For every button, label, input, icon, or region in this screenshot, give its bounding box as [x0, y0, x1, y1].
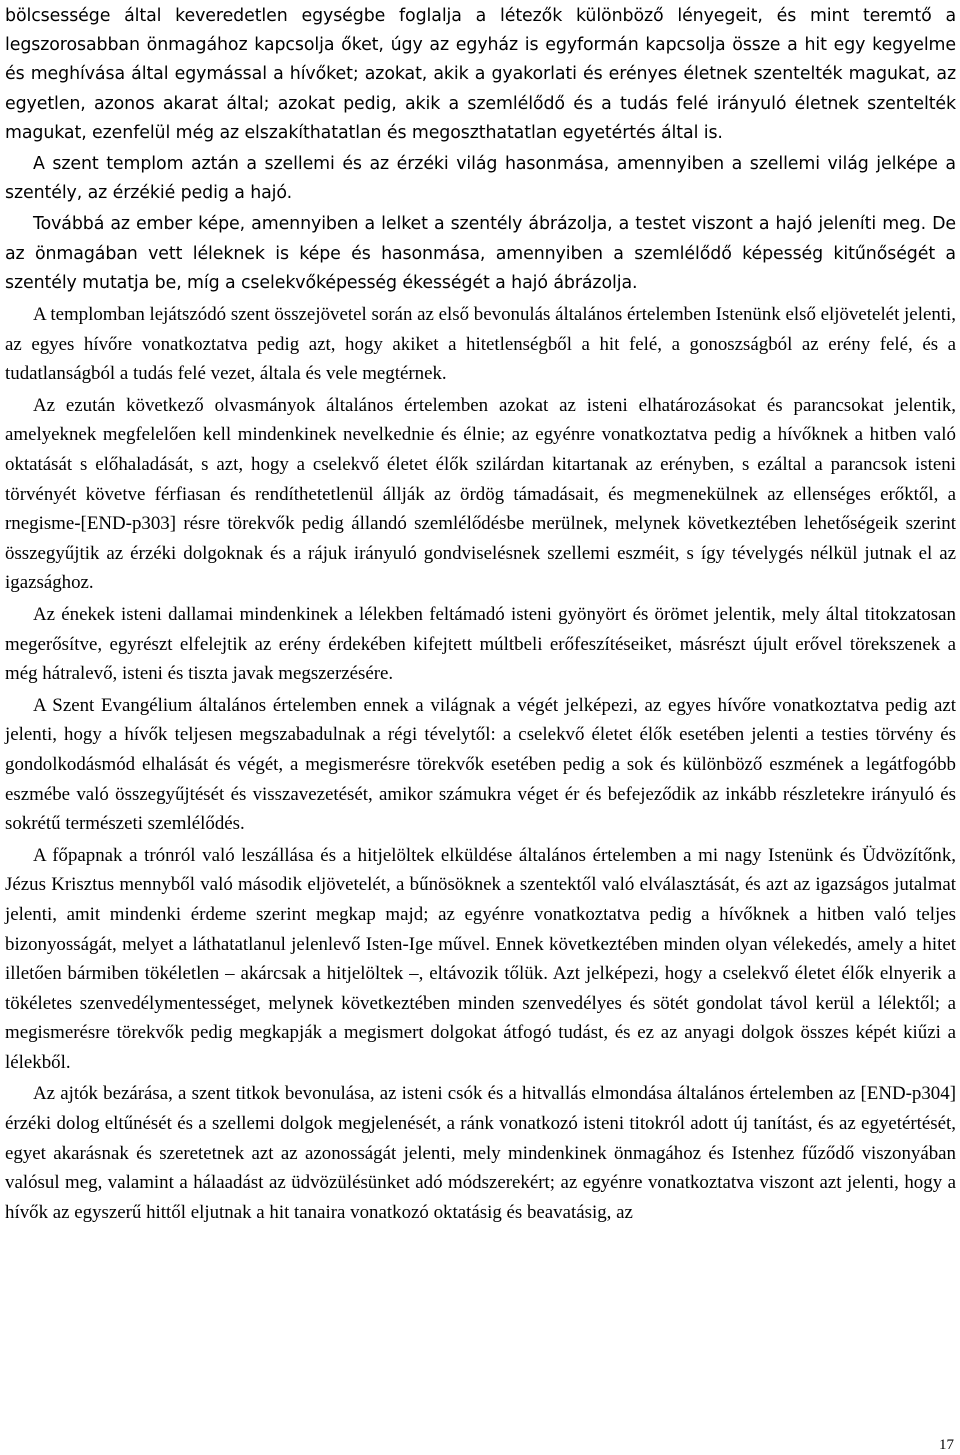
paragraph-continuation: bölcsessége által keveredetlen egységbe foglalja a létezők különböző lényegeit, és mint teremtő a legszorosabban önmagához kapcsolja őket, úgy az egyház is egyformán kapcsolja össze a hit egy kegyelme és meghívása által egymással a hívőket; azokat, akik a gyakorlati és erényes életnek szentelték magukat, az egyetlen, azonos akarat által; azokat pedig, akik a szemlélődő és a tudás felé irányuló életnek szentelték magukat, ezenfelül még az elszakíthatatlan és megoszthatatlan egyetértés által is.: [5, 6, 956, 143]
paragraph-first-entrance: A templomban lejátszódó szent összejövetel során az első bevonulás általános értelemben Istenünk első eljövetelét jelenti, az egyes hívőre vonatkoztatva pedig azt, hogy akiket a hitetlenségből a hit felé, a gonoszságból az erény felé, és a tudatlanságból a tudás felé vezet, általa és vele megtérnek.: [5, 304, 956, 385]
paragraph-closing-doors: Az ajtók bezárása, a szent titkok bevonulása, az isteni csók és a hitvallás elmondása általános értelemben az [END-p304] érzéki dolog eltűnését és a szellemi dolgok megjelenését, a ránk vonatkozó isteni titokról adott új tanítást, és az egyetértését, egyet akarásnak és szeretetnek azt az azonosságát jelenti, mely mindenkinek önmagához és Istenhez fűződő viszonyában valósul meg, valamint a hálaadást az üdvözülésünket adó módszerekért; az egyénre vonatkoztatva viszont azt jelenti, hogy a hívők az egyszerű hittől eljutnak a hit tanaira vonatkozó oktatásig és beavatásig, az: [5, 1083, 956, 1223]
paragraph-human-image: Továbbá az ember képe, amennyiben a lelket a szentély ábrázolja, a testet viszont a hajó jeleníti meg. De az önmagában vett léleknek is képe és hasonmása, amennyiben a szemlélődő képesség kitűnőségét a szentély mutatja be, míg a cselekvőképesség ékességét a hajó ábrázolja.: [5, 214, 956, 293]
paragraph-gospel: A Szent Evangélium általános értelemben ennek a világnak a végét jelképezi, az egyes hívőre vonatkoztatva pedig azt jelenti, hogy a hívők teljesen megszabadulnak a régi tévelytől: a cselekvő életet élők esetében jelenti a testies törvény és gondolkodásmód elhalását és végét, a megismerésre törekvők esetében pedig a sok és különböző eszmének a legátfogóbb eszmébe való összegyűjtését és visszavezetését, amikor számukra véget ér és befejeződik az inkább részletekre irányuló és sokrétű természeti szemlélődés.: [5, 694, 956, 835]
page-number: 17: [939, 1437, 954, 1453]
paragraph-high-priest: A főpapnak a trónról való leszállása és a hitjelöltek elküldése általános értelemben a mi nagy Istenünk és Üdvözítőnk, Jézus Krisztus mennyből való második eljövetelét, a bűnösöknek a szentektől való elválasztását, és azt az igazságos jutalmat jelenti, amit mindenki érdeme szerint megkap majd; az egyénre vonatkoztatva pedig a hívőknek a hitben való teljes bizonyosságát, melyet a láthatatlanul jelenlevő Isten-Ige művel. Ennek következtében minden olyan vélekedés, amely a hitet illetően bármiben tökéletlen – akárcsak a hitjelöltek –, eltávozik tőlük. Azt jelképezi, hogy a cselekvő életet élők elnyerik a tökéletes szenvedélymentességet, melynek következtében minden szenvedélyes és sötét gondolat távol kerül a lélektől; a megismerésre törekvők pedig megkapják a megismert dolgokat átfogó tudást, és ez az anyagi dolgok összes képét kiűzi a lélekből.: [5, 844, 956, 1073]
paragraph-temple-image: A szent templom aztán a szellemi és az érzéki világ hasonmása, amennyiben a szellemi világ jelképe a szentély, az érzékié pedig a hajó.: [5, 154, 956, 204]
paragraph-chants: Az énekek isteni dallamai mindenkinek a lélekben feltámadó isteni gyönyört és örömet jelentik, mely által titokzatosan megerősítve, egyrészt elfelejtik az erény érdekében kifejtett múltbeli erőfeszítéseiket, másrészt újult erővel törekszenek a még hátralevő, isteni és tiszta javak megszerzésére.: [5, 603, 956, 685]
paragraph-readings: Az ezután következő olvasmányok általános értelemben azokat az isteni elhatározásokat és parancsokat jelentik, amelyeknek megfelelően kell mindenkinek nevelkednie és élnie; az egyénre vonatkoztatva pedig a hívőknek a hitben való oktatását s előhaladását, s azt, hogy a cselekvő életet élők szilárdan kitartanak az erényben, s ezáltal a parancsok isteni törvényét követve férfiasan és rendíthetetlenül állják az ördög támadásait, és megmenekülnek az ellenséges erőktől, a rnegisme-[END-p303] résre törekvők pedig állandó szemlélődésbe merülnek, melynek következtében lehetőségeik szerint összegyűjtik az érzéki dolgoknak és a rájuk irányuló gondviselésnek szellemi eszméit, s így tévelygés nélkül jutnak el az igazsághoz.: [5, 394, 956, 594]
